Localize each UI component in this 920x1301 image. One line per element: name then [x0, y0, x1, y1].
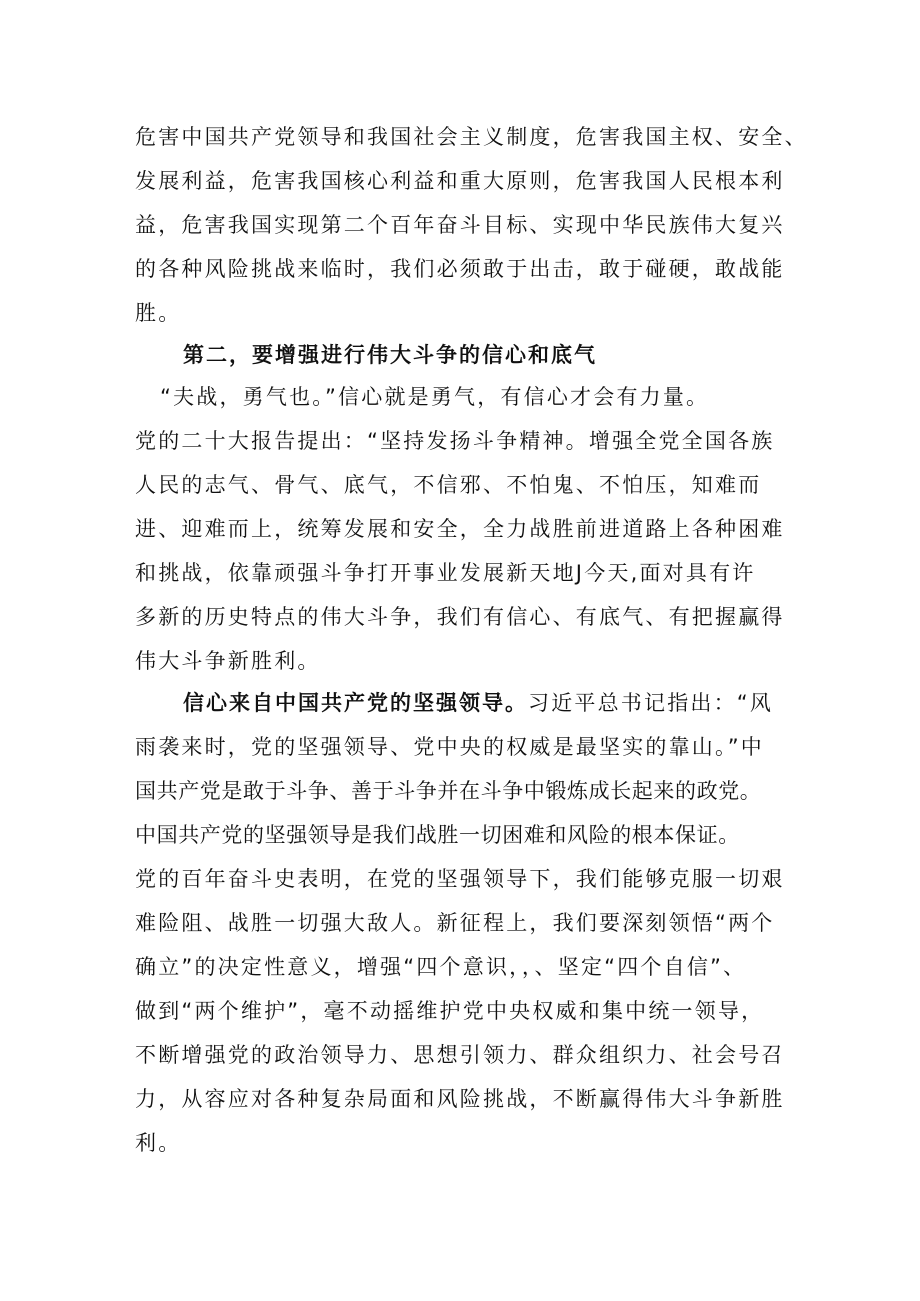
paragraph-2-line-4: 进、迎难而上，统筹发展和安全，全力战胜前进道路上各种困难 — [135, 517, 785, 541]
paragraph-3-line-11: 利。 — [135, 1131, 182, 1155]
paragraph-2-line-1: “夫战，勇气也。”信心就是勇气，有信心才会有力量。 — [160, 385, 710, 409]
paragraph-3-line-8: 做到“两个维护”，毫不动摇维护党中央权威和集中统一领导， — [135, 999, 765, 1023]
paragraph-2-line-7: 伟大斗争新胜利。 — [135, 649, 321, 673]
paragraph-3-line-6: 难险阻、战胜一切强大敌人。新征程上，我们要深刻领悟“两个 — [135, 911, 775, 935]
paragraph-3-line-4: 中国共产党的坚强领导是我们战胜一切困难和风险的根本保证。 — [135, 823, 740, 847]
paragraph-3-line-10: 力，从容应对各种复杂局面和风险挑战，不断赢得伟大斗争新胜 — [135, 1087, 785, 1111]
section-heading: 第二，要增强进行伟大斗争的信心和底气 — [183, 343, 597, 367]
paragraph-3-line-9: 不断增强党的政治领导力、思想引领力、群众组织力、社会号召 — [135, 1043, 785, 1067]
paragraph-1-line-4: 的各种风险挑战来临时，我们必须敢于出击，敢于碰硬，敢战能 — [135, 257, 785, 281]
paragraph-3-line-2: 雨袭来时，党的坚强领导、党中央的权威是最坚实的靠山。”中 — [135, 735, 764, 759]
paragraph-3-line-5: 党的百年奋斗史表明，在党的坚强领导下，我们能够克服一切艰 — [135, 867, 785, 891]
paragraph-3-line-3: 国共产党是敢于斗争、善于斗争并在斗争中锻炼成长起来的政党。 — [135, 779, 762, 803]
paragraph-3-lead-bold: 信心来自中国共产党的坚强领导。 — [183, 691, 528, 715]
paragraph-2-line-6: 多新的历史特点的伟大斗争，我们有信心、有底气、有把握赢得 — [135, 605, 785, 629]
paragraph-3-line-1 — [183, 688, 773, 718]
paragraph-1-line-2: 发展利益，危害我国核心利益和重大原则，危害我国人民根本利 — [135, 169, 785, 193]
paragraph-1-line-3: 益，危害我国实现第二个百年奋斗目标、实现中华民族伟大复兴 — [135, 213, 785, 237]
paragraph-2-line-5: 和挑战，依靠顽强斗争打开事业发展新天地J今天,面对具有许 — [135, 561, 756, 585]
paragraph-1-line-5: 胜。 — [135, 301, 182, 325]
paragraph-2-line-2: 党的二十大报告提出：“坚持发扬斗争精神。增强全党全国各族 — [135, 429, 775, 453]
paragraph-1-line-1: 危害中国共产党领导和我国社会主义制度，危害我国主权、安全、 — [135, 125, 808, 149]
paragraph-3-lead-rest: 习近平总书记指出：“风 — [528, 691, 774, 715]
paragraph-2-line-3: 人民的志气、骨气、底气，不信邪、不怕鬼、不怕压，知难而 — [135, 473, 762, 497]
paragraph-3-line-7: 确立”的决定性意义，增强“四个意识，，、坚定“四个自信”、 — [135, 955, 747, 979]
